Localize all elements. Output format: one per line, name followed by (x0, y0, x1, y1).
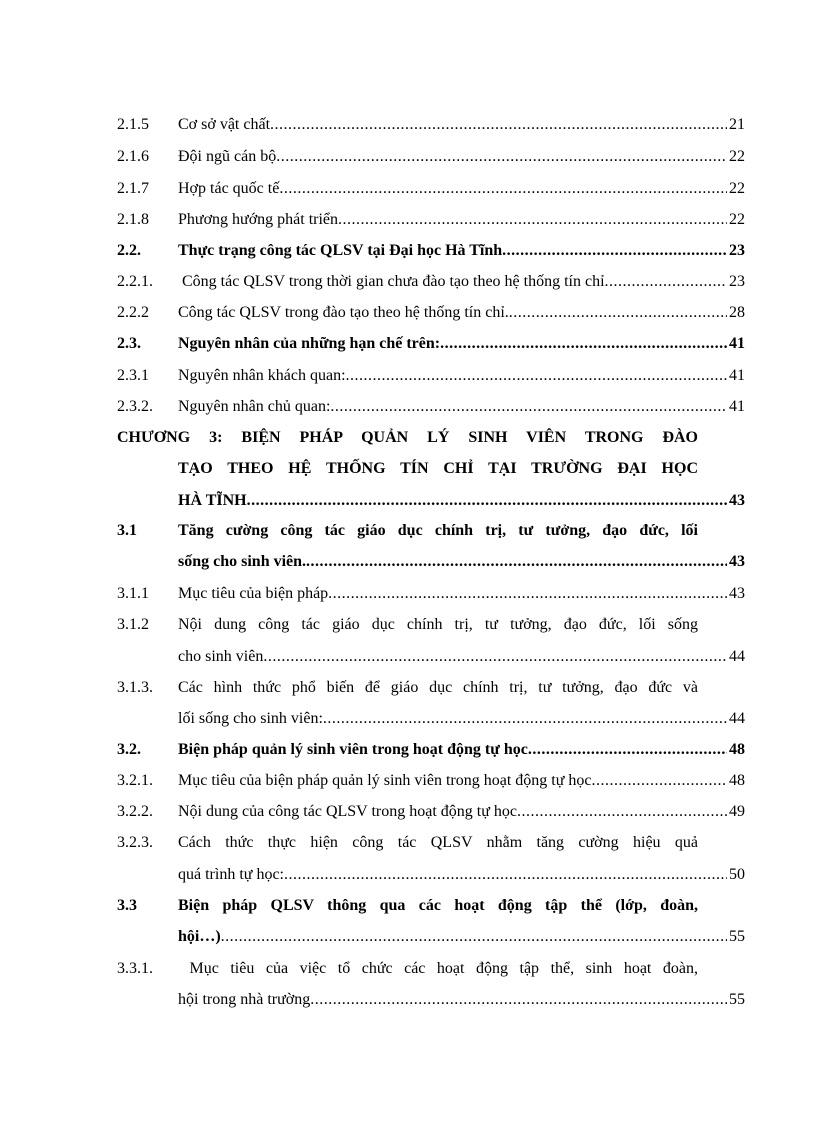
toc-title: Thực trạng công tác QLSV tại Đại học Hà Tĩnh (178, 242, 503, 259)
toc-number: 2.2. (117, 242, 141, 259)
toc-title-row (178, 801, 745, 823)
toc-page-number: 22 (729, 211, 745, 228)
toc-dot-leader (346, 365, 727, 387)
toc-dot-leader (338, 209, 727, 231)
toc-entry (0, 677, 816, 699)
toc-page-number: 28 (729, 304, 745, 321)
toc-page-number: 41 (729, 367, 745, 384)
toc-dot-leader (591, 770, 727, 792)
toc-number: 3.2.3. (117, 834, 153, 851)
toc-entry (0, 178, 816, 200)
toc-title-row (178, 240, 745, 262)
toc-page-number: 49 (729, 803, 745, 820)
toc-dot-leader (440, 333, 727, 355)
toc-page-number: 55 (729, 928, 745, 945)
toc-title: Cơ sở vật chất (178, 116, 271, 133)
toc-entry (0, 365, 816, 387)
toc-entry (0, 832, 816, 854)
toc-number: 3.1.3. (117, 679, 153, 696)
toc-entry (0, 302, 816, 324)
toc-entry (0, 614, 816, 636)
toc-title-cont: cho sinh viên (178, 648, 264, 665)
toc-page-number: 44 (729, 648, 745, 665)
toc-entry-cont (0, 864, 816, 886)
toc-dot-leader (279, 178, 727, 200)
toc-dot-leader (247, 490, 727, 512)
toc-dot-leader (328, 583, 727, 605)
toc-title-cont: quá trình tự học: (178, 866, 284, 883)
toc-page-number: 23 (729, 273, 745, 290)
toc-title-row (178, 365, 745, 387)
toc-title-row (178, 646, 745, 668)
toc-number: 3.1 (117, 522, 137, 539)
toc-entry-section (0, 520, 816, 542)
toc-page-number: 21 (729, 116, 745, 133)
toc-title-row (178, 926, 745, 948)
toc-title-cont: sống cho sinh viên. (178, 553, 307, 570)
toc-page-number: 50 (729, 866, 745, 883)
toc-entry (0, 396, 816, 418)
toc-number: 3.2.1. (117, 772, 153, 789)
toc-page-number: 43 (729, 585, 745, 602)
toc-title-row (178, 146, 745, 168)
toc-chapter-heading-line (0, 458, 816, 480)
toc-entry (0, 583, 816, 605)
toc-number: 3.2.2. (117, 803, 153, 820)
toc-dot-leader (284, 864, 727, 886)
toc-number: 3.1.2 (117, 616, 149, 633)
toc-number: 3.3 (117, 897, 137, 914)
toc-title: Các hình thức phổ biến để giáo dục chính trị, tư tưởng, đạo đức và (178, 679, 698, 696)
toc-title: Công tác QLSV trong đào tạo theo hệ thống tín chỉ. (178, 304, 509, 321)
toc-number: 2.3. (117, 335, 141, 352)
toc-page-number: 23 (729, 242, 745, 259)
toc-number: 2.2.2 (117, 304, 149, 321)
toc-page-number: 43 (729, 492, 745, 509)
toc-title-row (178, 551, 745, 573)
toc-number: 2.2.1. (117, 273, 153, 290)
toc-chapter-title: CHƯƠNG 3: BIỆN PHÁP QUẢN LÝ SINH VIÊN TRONG ĐÀO (117, 429, 698, 446)
toc-number: 2.1.8 (117, 211, 149, 228)
toc-title-cont: hội…) (178, 928, 221, 945)
toc-entry-section (0, 739, 816, 761)
toc-title-row (178, 396, 745, 418)
toc-title: Cách thức thực hiện công tác QLSV nhằm tăng cường hiệu quả (178, 834, 698, 851)
toc-title-row (178, 209, 745, 231)
toc-dot-leader (270, 114, 727, 136)
toc-dot-leader (517, 801, 727, 823)
toc-entry-section (0, 240, 816, 262)
toc-entry (0, 271, 816, 293)
toc-page-number: 43 (729, 553, 745, 570)
toc-title-row (178, 178, 745, 200)
toc-dot-leader (528, 739, 727, 761)
toc-entry-section (0, 333, 816, 355)
toc-page-number: 41 (729, 398, 745, 415)
toc-page-number: 44 (729, 710, 745, 727)
toc-entry (0, 770, 816, 792)
toc-dot-leader (276, 146, 727, 168)
toc-title: Nguyên nhân chủ quan: (178, 398, 331, 415)
toc-title-row (178, 739, 745, 761)
toc-dot-leader (330, 396, 727, 418)
toc-dot-leader (502, 240, 727, 262)
toc-title-row (178, 302, 745, 324)
toc-title: Biện pháp QLSV thông qua các hoạt động tập thể (lớp, đoàn, (178, 897, 698, 914)
toc-dot-leader (306, 551, 727, 573)
toc-title: Công tác QLSV trong thời gian chưa đào tạo theo hệ thống tín chỉ (178, 273, 605, 290)
toc-dot-leader (605, 271, 727, 293)
toc-title: Nguyên nhân của những hạn chế trên: (178, 335, 441, 352)
toc-page-number: 22 (729, 148, 745, 165)
toc-title: Tăng cường công tác giáo dục chính trị, tư tưởng, đạo đức, lối (178, 522, 698, 539)
toc-title-row (178, 708, 745, 730)
toc-entry (0, 146, 816, 168)
toc-entry (0, 958, 816, 980)
toc-title: Phương hướng phát triển (178, 211, 339, 228)
toc-title-row (178, 333, 745, 355)
toc-number: 2.1.7 (117, 180, 149, 197)
toc-title: Mục tiêu của biện pháp (178, 585, 329, 602)
toc-title: Mục tiêu của biện pháp quản lý sinh viên trong hoạt động tự học (178, 772, 592, 789)
toc-entry-chapter (0, 490, 816, 512)
toc-page-number: 55 (729, 991, 745, 1008)
toc-title-row (178, 770, 745, 792)
toc-page-number: 48 (729, 772, 745, 789)
toc-title: Nội dung công tác giáo dục chính trị, tư tưởng, đạo đức, lối sống (178, 616, 698, 633)
toc-number: 3.3.1. (117, 960, 153, 977)
toc-chapter-title-end: HÀ TĨNH (178, 492, 247, 509)
toc-dot-leader (323, 708, 727, 730)
toc-number: 2.1.5 (117, 116, 149, 133)
toc-page-number: 22 (729, 180, 745, 197)
toc-title-cont: lối sống cho sinh viên: (178, 710, 323, 727)
toc-title: Đội ngũ cán bộ (178, 148, 277, 165)
toc-title-row (178, 114, 745, 136)
toc-number: 2.3.2. (117, 398, 153, 415)
toc-entry-cont (0, 708, 816, 730)
toc-entry-cont (0, 646, 816, 668)
toc-entry-section (0, 895, 816, 917)
toc-dot-leader (221, 926, 727, 948)
toc-title: Nguyên nhân khách quan: (178, 367, 346, 384)
toc-number: 2.3.1 (117, 367, 149, 384)
toc-title-row (178, 989, 745, 1011)
toc-title-row (178, 864, 745, 886)
toc-title-row (178, 583, 745, 605)
toc-title: Nội dung của công tác QLSV trong hoạt động tự học (178, 803, 517, 820)
toc-title: Hợp tác quốc tế (178, 180, 280, 197)
toc-number: 3.2. (117, 741, 141, 758)
toc-entry (0, 801, 816, 823)
toc-title: Mục tiêu của việc tổ chức các hoạt động tập thể, sinh hoạt đoàn, (178, 960, 698, 977)
toc-dot-leader (263, 646, 727, 668)
toc-page-number: 41 (729, 335, 745, 352)
toc-title-cont: hội trong nhà trường (178, 991, 311, 1008)
toc-title-row (178, 271, 745, 293)
toc-entry (0, 209, 816, 231)
toc-page-number: 48 (729, 741, 745, 758)
toc-entry (0, 114, 816, 136)
toc-entry-cont (0, 989, 816, 1011)
toc-chapter-heading-line (0, 427, 816, 449)
toc-title: Biện pháp quản lý sinh viên trong hoạt động tự học (178, 741, 528, 758)
toc-chapter-title-cont: TẠO THEO HỆ THỐNG TÍN CHỈ TẠI TRƯỜNG ĐẠI HỌC (178, 460, 698, 477)
toc-number: 2.1.6 (117, 148, 149, 165)
toc-dot-leader (310, 989, 727, 1011)
toc-entry-section-cont (0, 926, 816, 948)
toc-dot-leader (509, 302, 727, 324)
toc-entry-section-cont (0, 551, 816, 573)
toc-title-row (178, 490, 745, 512)
toc-number: 3.1.1 (117, 585, 149, 602)
